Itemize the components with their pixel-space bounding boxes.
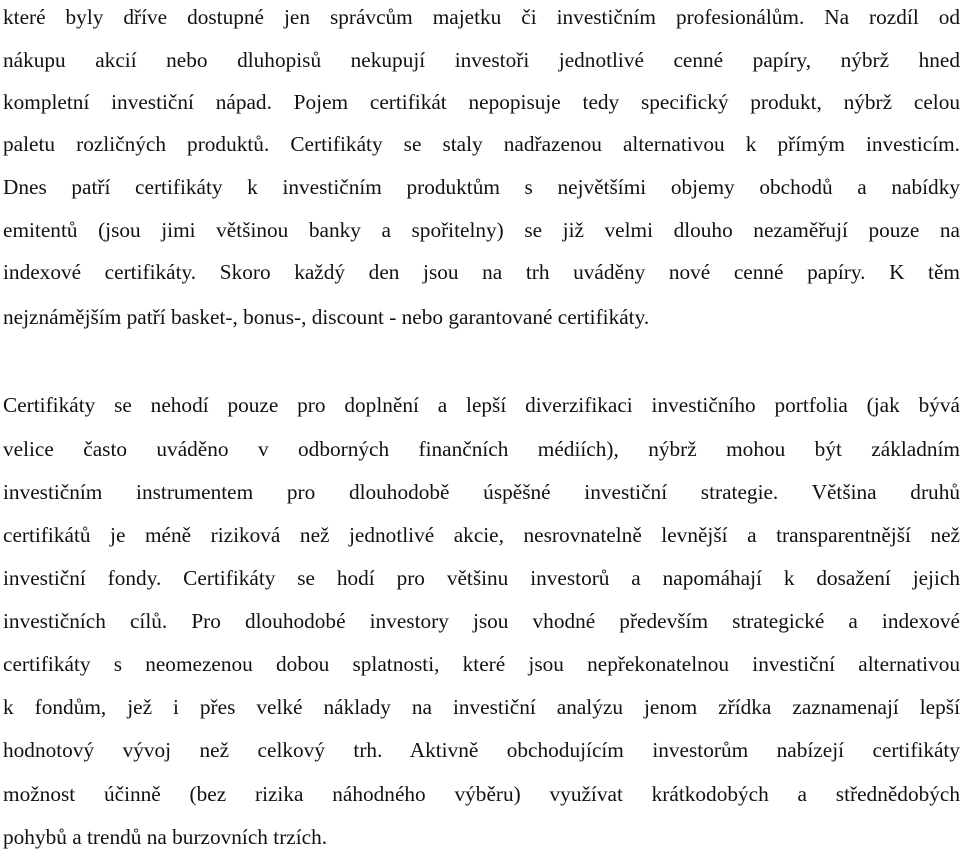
text-line: emitentů (jsou jimi většinou banky a spořitelny) se již velmi dlouho nezaměřují pouze na — [3, 218, 960, 242]
text-line: indexové certifikáty. Skoro každý den jsou na trh uváděny nové cenné papíry. K těm — [3, 260, 960, 284]
text-line: velice často uváděno v odborných finančních médiích), nýbrž mohou být základním — [3, 437, 960, 461]
text-line: k fondům, jež i přes velké náklady na investiční analýzu jenom zřídka zaznamenají lepší — [3, 695, 960, 719]
text-line: Dnes patří certifikáty k investičním produktům s největšími objemy obchodů a nabídky — [3, 175, 960, 199]
text-line: paletu rozličných produktů. Certifikáty se staly nadřazenou alternativou k přímým investicím. — [3, 132, 960, 156]
text-line: kompletní investiční nápad. Pojem certifikát nepopisuje tedy specifický produkt, nýbrž celou — [3, 90, 960, 114]
text-line: pohybů a trendů na burzovních trzích. — [3, 825, 328, 849]
text-line: certifikáty s neomezenou dobou splatnosti, které jsou nepřekonatelnou investiční alternativou — [3, 652, 960, 676]
text-line: nejznámějším patří basket-, bonus-, discount - nebo garantované certifikáty. — [3, 305, 650, 329]
text-line: certifikátů je méně riziková než jednotlivé akcie, nesrovnatelně levnější a transparentnější než — [3, 523, 960, 547]
text-line: nákupu akcií nebo dluhopisů nekupují investoři jednotlivé cenné papíry, nýbrž hned — [3, 48, 960, 72]
text-line: Certifikáty se nehodí pouze pro doplnění a lepší diverzifikaci investičního portfolia (jak bývá — [3, 393, 960, 417]
text-line: hodnotový vývoj než celkový trh. Aktivně obchodujícím investorům nabízejí certifikáty — [3, 738, 960, 762]
text-line: investiční fondy. Certifikáty se hodí pro většinu investorů a napomáhají k dosažení jejich — [3, 566, 960, 590]
text-line: investičním instrumentem pro dlouhodobě úspěšné investiční strategie. Většina druhů — [3, 480, 960, 504]
text-line: které byly dříve dostupné jen správcům majetku či investičním profesionálům. Na rozdíl od — [3, 5, 960, 29]
text-line: investičních cílů. Pro dlouhodobé investory jsou vhodné především strategické a indexové — [3, 609, 960, 633]
text-line: možnost účinně (bez rizika náhodného výběru) využívat krátkodobých a střednědobých — [3, 782, 960, 806]
